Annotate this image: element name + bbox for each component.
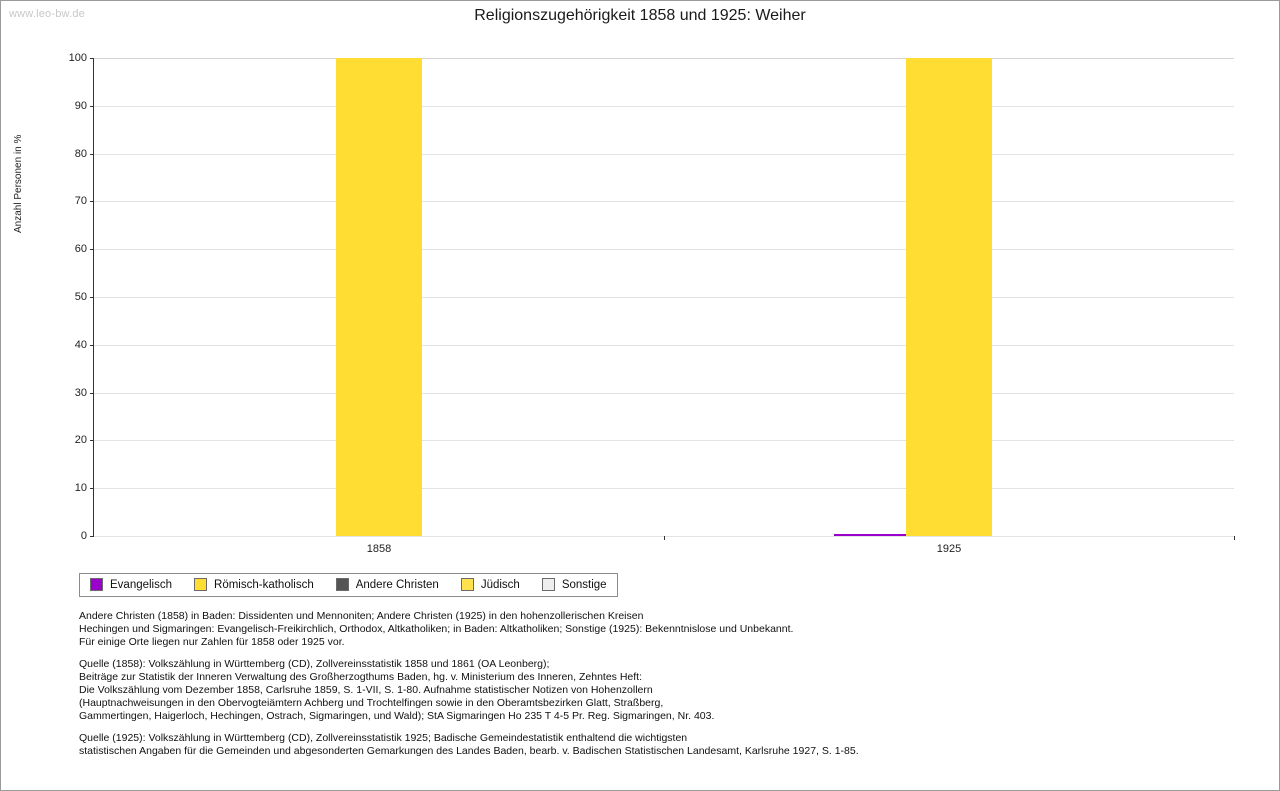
chart-title: Religionszugehörigkeit 1858 und 1925: Weiher [474,7,806,24]
note-line: Beiträge zur Statistik der Inneren Verwaltung des Großherzogthums Baden, hg. v. Ministerium des Inneren, Zehntes Heft: [79,671,643,683]
note-paragraph [79,732,1219,758]
x-tick-label: 1858 [366,543,392,555]
y-tick-label: 80 [74,147,87,160]
y-tick-mark [90,58,94,59]
legend-item-label: Sonstige [561,578,607,591]
y-tick-mark [90,536,94,537]
note-line: Für einige Orte liegen nur Zahlen für 1858 oder 1925 vor. [79,636,345,648]
bar [906,58,992,536]
y-gridline [94,345,1234,346]
legend-item[interactable] [194,578,314,591]
plot-area [68,52,1234,555]
watermark-label: www.leo-bw.de [9,8,85,20]
note-line: Andere Christen (1858) in Baden: Dissidenten und Mennoniten; Andere Christen (1925) in den hohenzollerischen Kreisen [79,610,644,622]
y-tick-mark [90,393,94,394]
y-tick-label: 40 [74,338,87,351]
y-tick-label: 10 [74,482,87,495]
note-line: Quelle (1858): Volkszählung in Württemberg (CD), Zollvereinsstatistik 1858 und 1861 (OA Leonberg); [79,658,550,670]
y-tick-mark [90,440,94,441]
note-line: Quelle (1925): Volkszählung in Württemberg (CD), Zollvereinsstatistik 1925; Badische Gemeindestatistik enthaltend die wichtigsten [79,732,688,744]
y-tick-label: 100 [68,52,87,64]
y-axis-title-text: Anzahl Personen in % [13,134,24,233]
y-tick-mark [90,345,94,346]
y-gridline [94,58,1234,59]
y-tick-label: 50 [74,291,87,303]
legend-swatch-icon [461,578,474,591]
y-tick-label: 20 [74,434,87,447]
y-tick-label: 0 [80,530,87,542]
y-tick-mark [90,297,94,298]
x-tick-mark [664,536,665,540]
legend-item[interactable] [542,578,607,591]
legend-item-label: Evangelisch [110,578,173,591]
note-line: (Hauptnachweisungen in den Obervogteiämtern Achberg und Trochtelfingen sowie in den Oberamtsbezirken Glatt, Straßberg, [79,697,664,709]
x-tick-mark [1234,536,1235,540]
note-line: Hechingen und Sigmaringen: Evangelisch-Freikirchlich, Orthodox, Altkatholiken; in Baden: Altkatholiken; Sonstige (1925): Bekenntnislose und Unbekannt. [79,623,794,635]
bar [336,58,422,536]
y-gridline [94,393,1234,394]
y-gridline [94,440,1234,441]
y-axis-title [0,63,24,243]
legend-item-label: Römisch-katholisch [214,578,314,591]
y-tick-mark [90,201,94,202]
note-paragraph [79,610,1219,649]
legend-swatch-icon [194,578,207,591]
chart-notes [79,610,1219,758]
bar [834,534,906,536]
y-tick-mark [90,154,94,155]
note-paragraph [79,658,1219,723]
y-gridline [94,201,1234,202]
legend-item[interactable] [90,578,172,591]
legend-item[interactable] [336,578,439,591]
y-tick-label: 90 [74,99,87,112]
y-tick-mark [90,249,94,250]
legend-item-label: Andere Christen [355,578,439,591]
y-tick-label: 60 [74,243,87,256]
note-line: statistischen Angaben für die Gemeinden und abgesonderten Gemarkungen des Landes Baden, bearb. v. Badischen Statistischen Landesamt, Karlsruhe 1927, S. 1-85. [79,745,859,757]
y-gridline [94,249,1234,250]
legend-swatch-icon [542,578,555,591]
note-line: Gammertingen, Haigerloch, Hechingen, Ostrach, Sigmaringen, und Wald); StA Sigmaringen Ho 235 T 4-5 Pr. Reg. Sigmaringen, Nr. 403. [79,710,715,722]
y-gridline [94,154,1234,155]
legend-item[interactable] [461,578,520,591]
note-line: Die Volkszählung vom Dezember 1858, Carlsruhe 1859, S. 1-VII, S. 1-80. Aufnahme statistischer Notizen von Hohenzollern [79,684,653,696]
y-tick-mark [90,106,94,107]
y-gridline [94,106,1234,107]
x-tick-label: 1925 [936,543,962,555]
y-gridline [94,488,1234,489]
y-tick-label: 70 [74,195,87,208]
y-gridline [94,297,1234,298]
legend-item-label: Jüdisch [480,578,520,591]
legend-swatch-icon [336,578,349,591]
y-tick-label: 30 [74,386,87,399]
legend-swatch-icon [90,578,103,591]
chart-legend [79,573,618,597]
y-tick-mark [90,488,94,489]
